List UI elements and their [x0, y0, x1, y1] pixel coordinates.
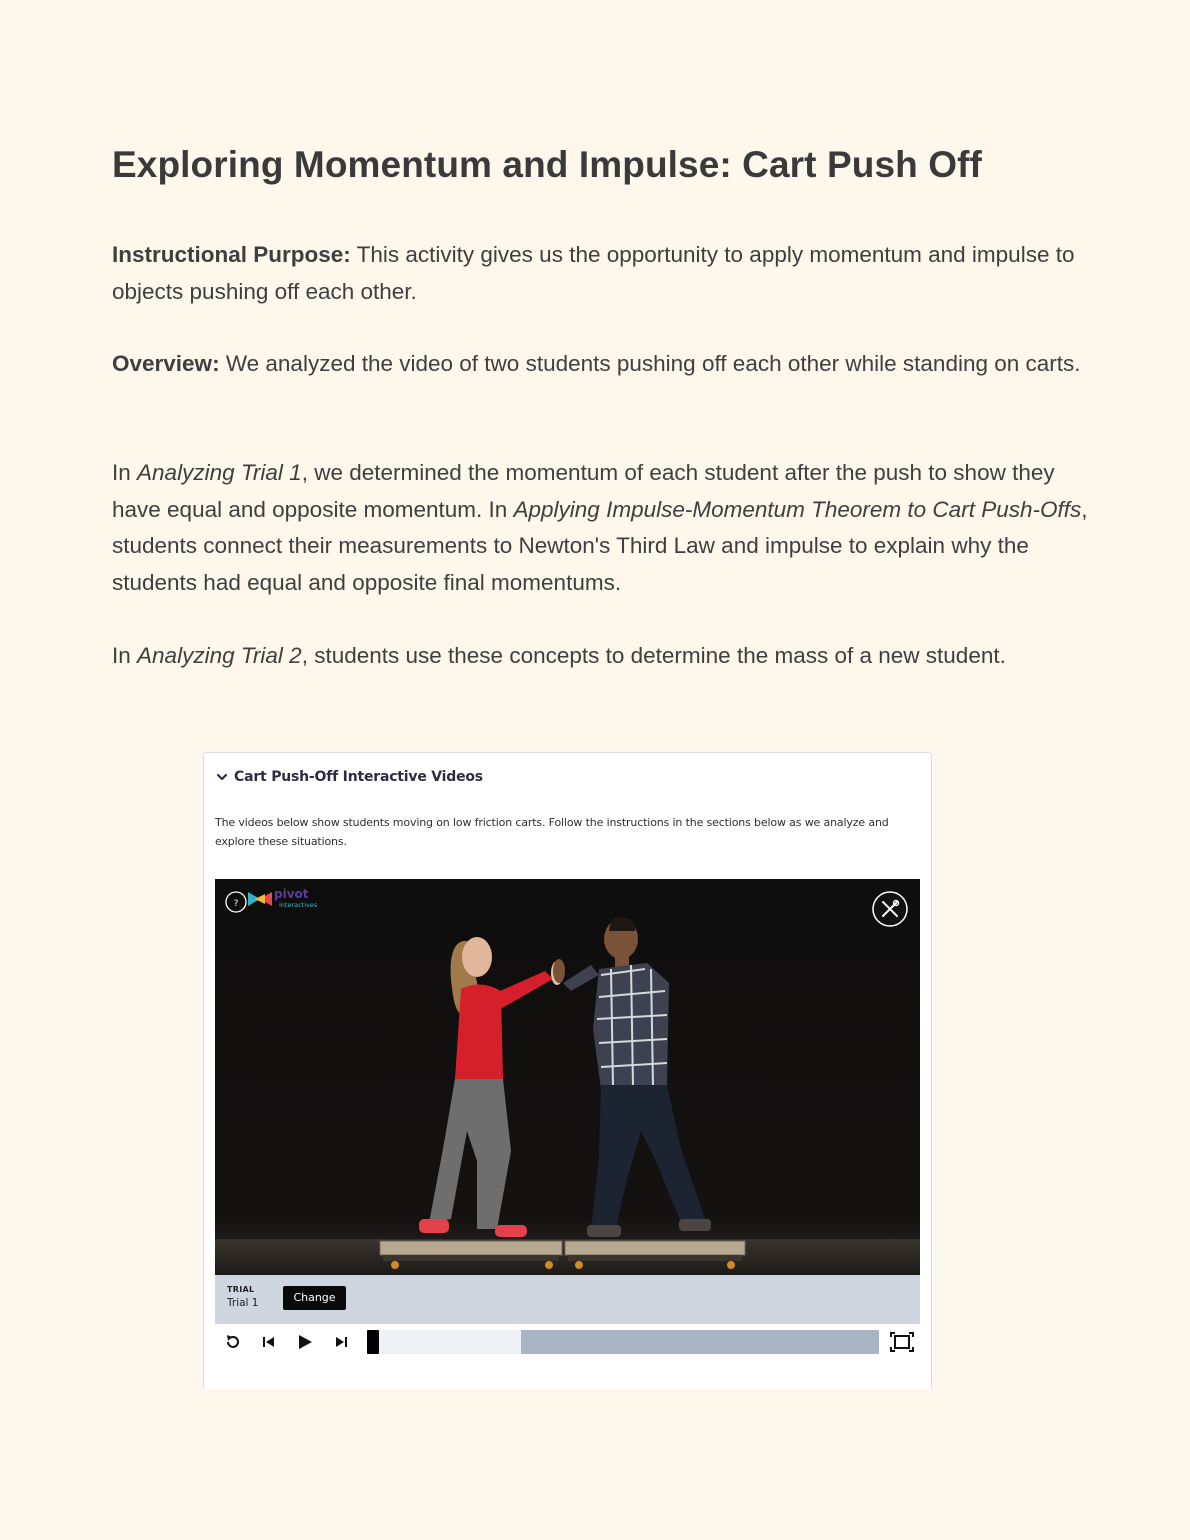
trial-value: Trial 1 [227, 1297, 259, 1309]
video-controls [215, 1327, 920, 1357]
chevron-down-icon [216, 771, 228, 783]
fullscreen-icon[interactable] [890, 1330, 914, 1354]
tools-icon[interactable] [873, 892, 907, 926]
widget-description: The videos below show students moving on low friction carts. Follow the instructions in the sections below as we analyze and explore these situations. [215, 816, 889, 848]
play-icon[interactable] [293, 1330, 317, 1354]
trial2-text-pre: In [112, 643, 138, 668]
step-back-icon[interactable] [257, 1330, 281, 1354]
purpose-text: This activity gives us the opportunity to apply momentum and impulse to objects pushing off each other. [112, 242, 1075, 304]
trial1-text-post: , students connect their measurements to Newton's Third Law and impulse to explain why the students had equal and opposite final momentums. [112, 496, 1088, 595]
change-trial-button[interactable]: Change [283, 1286, 346, 1310]
trial1-reference: Analyzing Trial 1 [137, 460, 302, 485]
trial2-paragraph [112, 638, 1102, 675]
timeline-buffered [521, 1330, 879, 1354]
trial1-paragraph [112, 455, 1102, 601]
video-player[interactable] [215, 879, 920, 1275]
trial2-text-post: , students use these concepts to determine the mass of a new student. [301, 643, 1006, 668]
overview-label: Overview: [112, 351, 220, 376]
logo-text: pivot [274, 887, 309, 901]
help-glyph: ? [233, 899, 239, 909]
overview-text: We analyzed the video of two students pushing off each other while standing on carts. [219, 351, 1081, 376]
trial-label: TRIAL [227, 1285, 255, 1294]
page-title: Exploring Momentum and Impulse: Cart Push Off [112, 144, 982, 185]
widget-header-toggle[interactable] [216, 769, 483, 785]
purpose-label: Instructional Purpose: [112, 242, 351, 267]
trial2-reference: Analyzing Trial 2 [137, 643, 302, 668]
timeline-scrubber[interactable] [367, 1330, 379, 1354]
logo-subtext: interactives [279, 901, 318, 909]
trial1-text-pre: In [112, 460, 138, 485]
trial1-text-mid: , we determined the momentum of each student after the push to show they have equal and opposite momentum. In [112, 460, 1055, 522]
purpose-paragraph [112, 237, 1102, 310]
impulse-theorem-reference: Applying Impulse-Momentum Theorem to Cart Push-Offs [513, 496, 1082, 522]
overview-paragraph [112, 346, 1102, 383]
replay-icon[interactable] [221, 1330, 245, 1354]
trial-bar [215, 1275, 920, 1324]
widget-header-label: Cart Push-Off Interactive Videos [234, 769, 483, 785]
video-frame [215, 879, 920, 1275]
video-timeline[interactable] [367, 1330, 879, 1354]
step-forward-icon[interactable] [329, 1330, 353, 1354]
interactive-video-widget [203, 752, 932, 1389]
document-body [112, 140, 1102, 668]
